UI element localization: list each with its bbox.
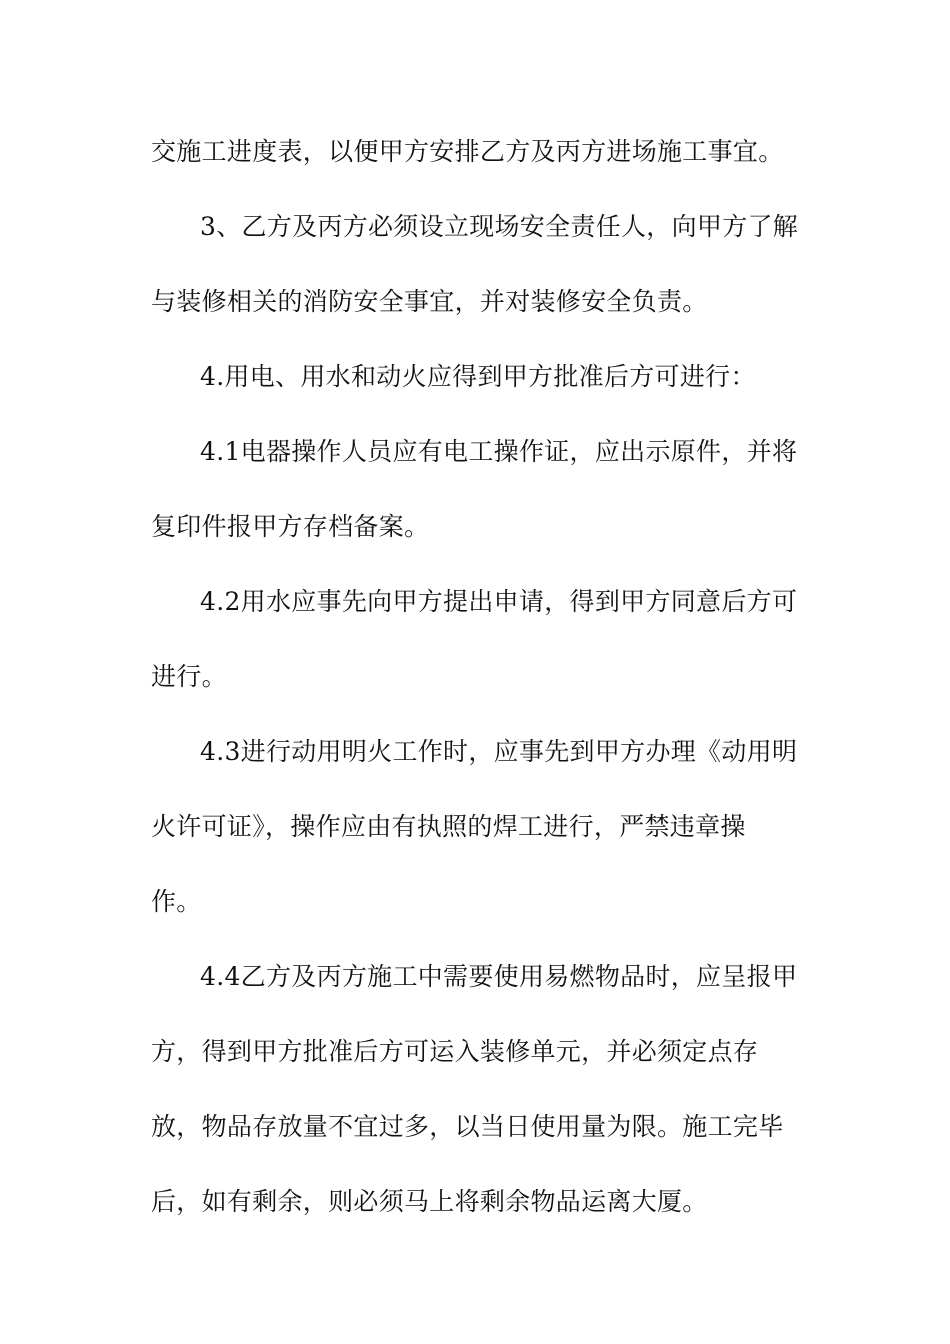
item-4-1-line-1: 4.1电器操作人员应有电工操作证，应出示原件，并将: [200, 437, 798, 466]
text-line: 交施工进度表，以便甲方安排乙方及丙方进场施工事宜。: [151, 137, 784, 166]
item-4-2-line-1: 4.2用水应事先向甲方提出申请，得到甲方同意后方可: [200, 587, 798, 616]
item-4-4-line-3: 放，物品存放量不宜过多，以当日使用量为限。施工完毕: [151, 1112, 784, 1141]
section-4-heading: 4.用电、用水和动火应得到甲方批准后方可进行：: [200, 362, 756, 391]
item-4-4-line-4: 后，如有剩余，则必须马上将剩余物品运离大厦。: [151, 1187, 708, 1216]
item-4-3-line-2: 火许可证》，操作应由有执照的焊工进行，严禁违章操: [151, 812, 746, 841]
item-4-3-line-1: 4.3进行动用明火工作时，应事先到甲方办理《动用明: [200, 737, 798, 766]
item-4-1-line-2: 复印件报甲方存档备案。: [151, 512, 430, 541]
item-4-3-line-3: 作。: [151, 887, 202, 916]
item-4-2-line-2: 进行。: [151, 662, 227, 691]
item-4-4-line-1: 4.4乙方及丙方施工中需要使用易燃物品时，应呈报甲: [200, 962, 798, 991]
paragraph-3-line-1: 3、乙方及丙方必须设立现场安全责任人，向甲方了解: [200, 212, 799, 241]
paragraph-3-line-2: 与装修相关的消防安全事宜，并对装修安全负责。: [151, 287, 708, 316]
item-4-4-line-2: 方，得到甲方批准后方可运入装修单元，并必须定点存: [151, 1037, 759, 1066]
